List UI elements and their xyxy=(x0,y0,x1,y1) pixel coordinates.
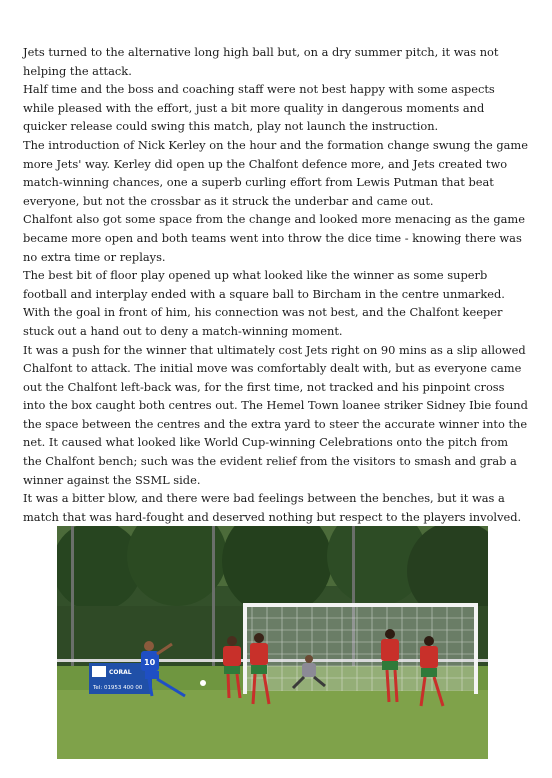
paragraph: Half time and the boss and coaching staff were not best happy with some aspects while pleased with the effort, just a bit more quality in dangerous moments and quicker release could swing this match, play not launch the instruction. xyxy=(23,82,495,134)
match-photo-scene xyxy=(57,526,488,759)
paragraph: The best bit of floor play opened up what looked like the winner as some superb football and interplay ended with a square ball to Bircham in the centre unmarked. With the goal in front of him, his connection was not best, and the Chalfont keeper stuck out a hand out to deny a match-winning moment. xyxy=(23,268,505,338)
paragraph: The introduction of Nick Kerley on the hour and the formation change swung the game more Jets' way. Kerley did open up the Chalfont defence more, and Jets created two match-winning chances, one a superb curling effort from Lewis Putman that beat everyone, but not the crossbar as it struck the underbar and came out. xyxy=(23,137,528,208)
banner-phone: Tel: 01953 400 00 xyxy=(93,685,143,691)
ball xyxy=(200,680,206,686)
paragraph: It was a bitter blow, and there were bad feelings between the benches, but it was a match that was hard-fought and deserved nothing but respect to the players involved. xyxy=(23,491,522,524)
paragraph: Chalfont also got some space from the change and looked more menacing as the game became more open and both teams went into throw the dice time - knowing there was no extra time or replays. xyxy=(23,212,525,264)
paragraph: It was a push for the winner that ultimately cost Jets right on 90 mins as a slip allowed Chalfont to attack. The initial move was comfortably dealt with, but as everyone came out the Chalfont left-back was, for the first time, not tracked and his pinpoint cross into the box caught both centres out. The Hemel Town loanee striker Sidney Ibie found the space between the centres and the extra yard to steer the accurate winner into the net. It caused what looked like World Cup-winning Celebrations onto the pitch from the Chalfont bench; such was the evident relief from the visitors to smash and grab a winner against the SSML side. xyxy=(23,342,528,487)
article-body xyxy=(23,43,529,526)
match-photo xyxy=(57,526,488,759)
banner-text: CORAL xyxy=(109,669,132,676)
player-number: 10 xyxy=(144,658,156,667)
goal xyxy=(243,603,478,694)
paragraph: Jets turned to the alternative long high ball but, on a dry summer pitch, it was not helping the attack. xyxy=(23,45,499,78)
